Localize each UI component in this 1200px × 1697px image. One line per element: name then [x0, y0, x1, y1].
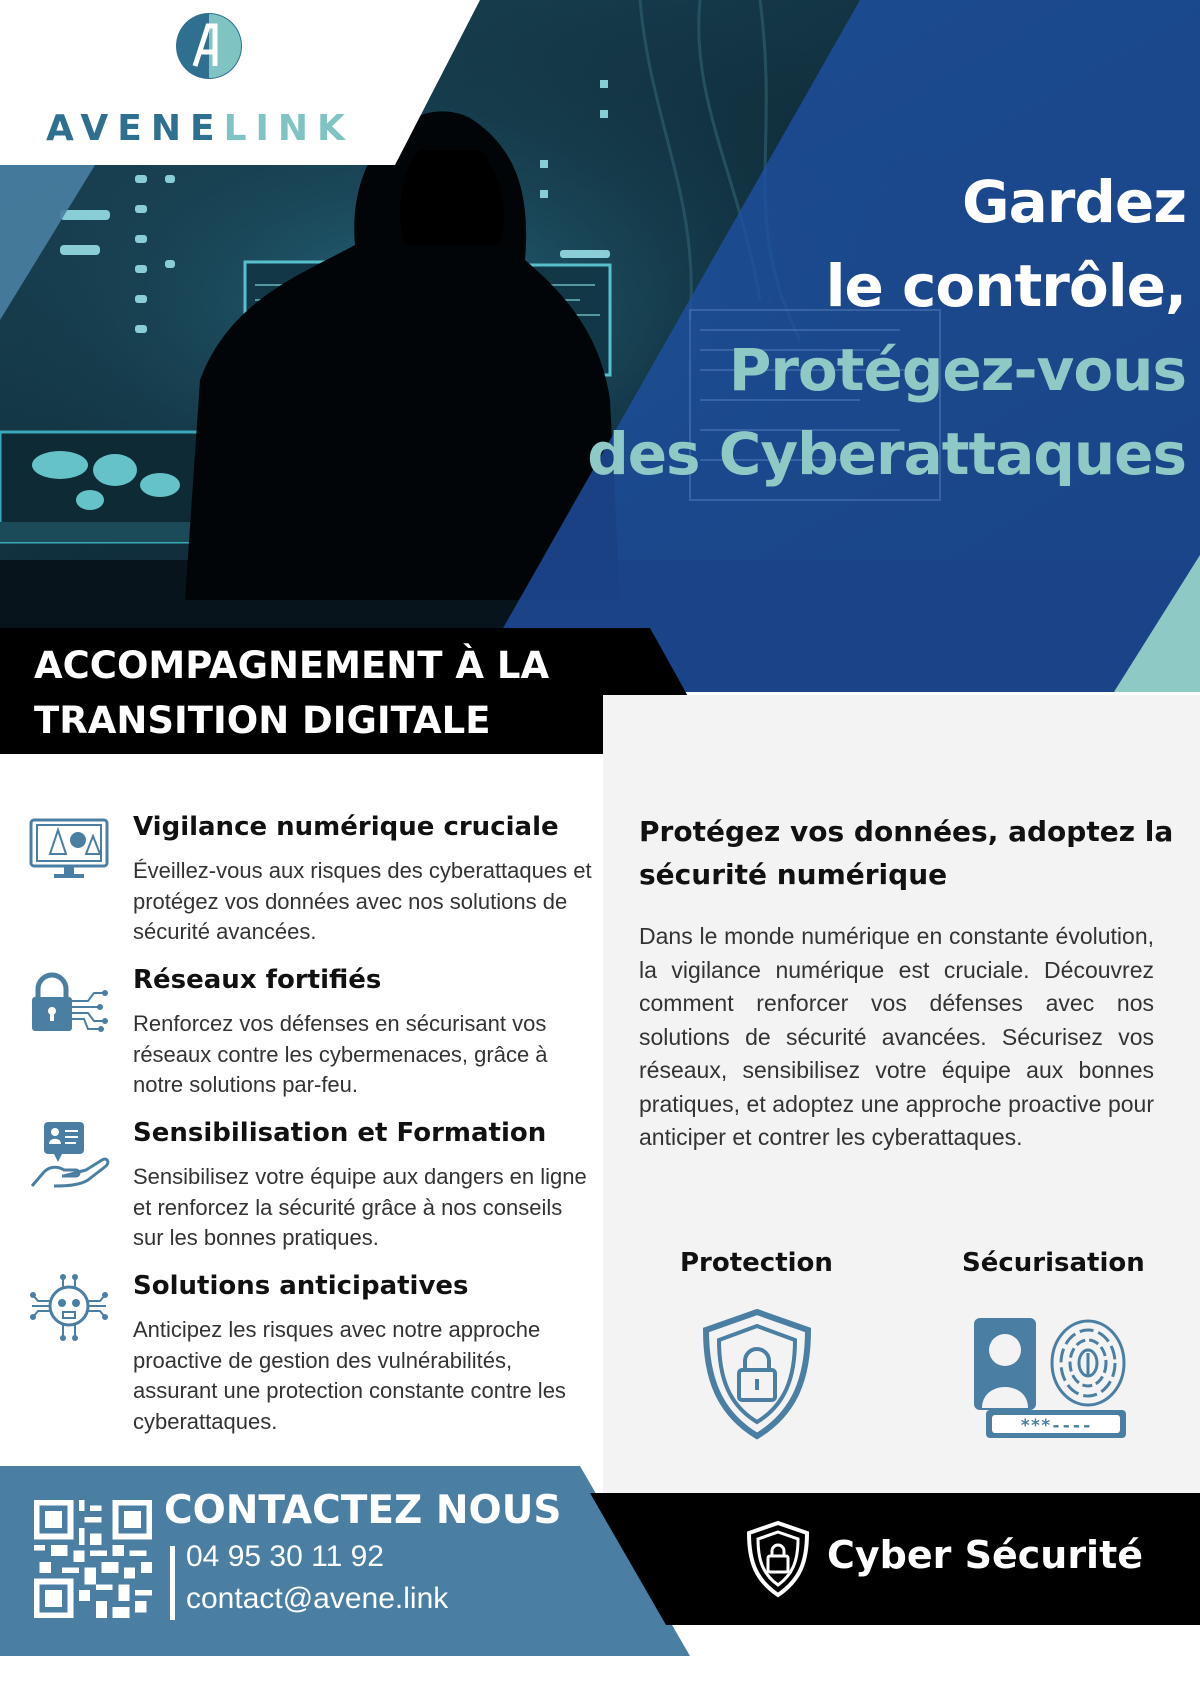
brand-logo[interactable]: [0, 0, 420, 160]
feature-description: Anticipez les risques avec notre approche proactive de gestion des vulnérabilités, assurant une protection constante contre les cyberattaques.: [133, 1317, 566, 1434]
info-body: Dans le monde numérique en constante évolution, la vigilance numérique est cruciale. Découvrez comment renforcer vos défenses avec nos solutions de sécurité avancées. Sécurisez vos réseaux, sensibilisez votre équipe aux bonnes pratiques, et adoptez une approche proactive pour anticiper et contrer les cyberattaques.: [639, 923, 1154, 1150]
headline: [587, 160, 1186, 496]
contact-divider: [170, 1546, 175, 1620]
headline-line2: le contrôle,: [825, 252, 1186, 320]
shield-lock-icon: [700, 1308, 815, 1441]
headline-line4: des Cyberattaques: [587, 420, 1186, 488]
qr-code[interactable]: [34, 1500, 152, 1618]
contact-title: CONTACTEZ NOUS: [164, 1488, 562, 1533]
logo-word-part2: LINK: [223, 108, 354, 149]
fingerprint-id-icon: [970, 1318, 1130, 1443]
hero-section: [0, 0, 1200, 695]
logo-wordmark: [46, 108, 354, 149]
contact-phone[interactable]: 04 95 30 11 92: [186, 1540, 384, 1573]
headline-line3: Protégez-vous: [728, 336, 1186, 404]
feature-title: Réseaux fortifiés: [133, 965, 382, 995]
feature-title: Solutions anticipatives: [133, 1271, 469, 1301]
securisation-label: Sécurisation: [962, 1248, 1145, 1278]
feature-title: Vigilance numérique cruciale: [133, 812, 559, 842]
logo-icon: [175, 12, 243, 80]
headline-line1: Gardez: [962, 168, 1186, 236]
feature-description: Renforcez vos défenses en sécurisant vos réseaux contre les cybermenaces, grâce à notre solutions par-feu.: [133, 1011, 548, 1097]
banner-heading: [34, 638, 549, 748]
hand-training-icon: [28, 1120, 110, 1190]
feature-description: Éveillez-vous aux risques des cyberattaques et protégez vos données avec nos solutions de sécurité avancées.: [133, 858, 592, 944]
banner-line2: TRANSITION DIGITALE: [34, 699, 491, 742]
circuit-skull-icon: [28, 1273, 110, 1343]
cyber-security-label: Cyber Sécurité: [827, 1533, 1144, 1577]
feature-title: Sensibilisation et Formation: [133, 1118, 547, 1148]
contact-email[interactable]: contact@avene.link: [186, 1582, 449, 1615]
protection-label: Protection: [680, 1248, 833, 1278]
feature-description: Sensibilisez votre équipe aux dangers en ligne et renforcez la sécurité grâce à nos conseils sur les bonnes pratiques.: [133, 1164, 587, 1250]
logo-word-part1: AVENE: [46, 108, 224, 149]
password-mask: ***----: [1020, 1416, 1092, 1436]
shield-lock-icon: [745, 1520, 811, 1598]
info-title: Protégez vos données, adoptez la sécurité numérique: [639, 815, 1174, 891]
computer-alert-icon: [28, 814, 110, 884]
network-lock-icon: [28, 967, 110, 1037]
banner-line1: ACCOMPAGNEMENT À LA: [34, 644, 550, 687]
